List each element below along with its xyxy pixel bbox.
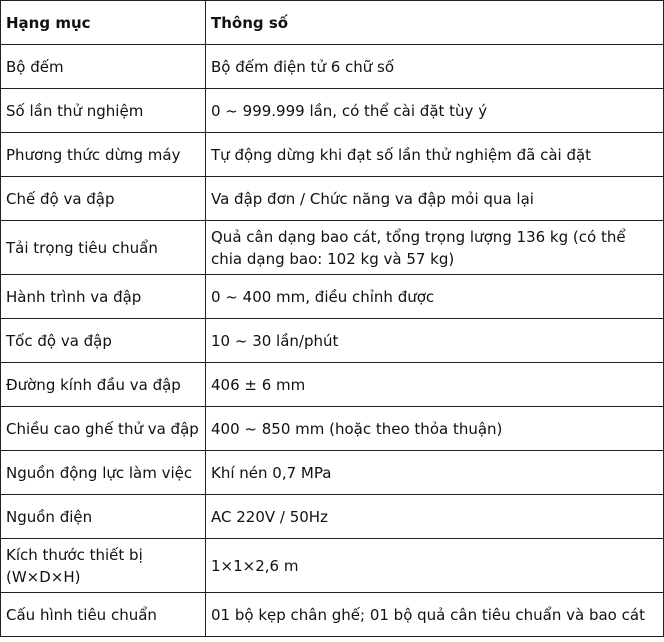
row-spec-value: AC 220V / 50Hz	[206, 495, 664, 539]
row-item-label: Nguồn điện	[1, 495, 206, 539]
row-spec-value: Khí nén 0,7 MPa	[206, 451, 664, 495]
row-item-label: Tải trọng tiêu chuẩn	[1, 221, 206, 275]
row-spec-value: 0 ~ 400 mm, điều chỉnh được	[206, 275, 664, 319]
row-spec-value: Bộ đếm điện tử 6 chữ số	[206, 45, 664, 89]
table-row	[1, 177, 664, 221]
row-item-label: Chế độ va đập	[1, 177, 206, 221]
row-item-label: Phương thức dừng máy	[1, 133, 206, 177]
table-row	[1, 593, 664, 637]
table-row	[1, 89, 664, 133]
row-spec-value: 1×1×2,6 m	[206, 539, 664, 593]
row-item-label: Cấu hình tiêu chuẩn	[1, 593, 206, 637]
column-header-item: Hạng mục	[1, 1, 206, 45]
row-spec-value: 400 ~ 850 mm (hoặc theo thỏa thuận)	[206, 407, 664, 451]
table-row	[1, 407, 664, 451]
row-item-label: Hành trình va đập	[1, 275, 206, 319]
row-item-label: Số lần thử nghiệm	[1, 89, 206, 133]
table-row	[1, 45, 664, 89]
table-row	[1, 539, 664, 593]
table-row	[1, 221, 664, 275]
row-spec-value: 10 ~ 30 lần/phút	[206, 319, 664, 363]
table-row	[1, 319, 664, 363]
table-row	[1, 363, 664, 407]
table-row	[1, 275, 664, 319]
row-spec-value: 0 ~ 999.999 lần, có thể cài đặt tùy ý	[206, 89, 664, 133]
table-row	[1, 495, 664, 539]
table-row	[1, 133, 664, 177]
row-spec-value: Va đập đơn / Chức năng va đập mỏi qua lại	[206, 177, 664, 221]
row-item-label: Đường kính đầu va đập	[1, 363, 206, 407]
column-header-spec: Thông số	[206, 1, 664, 45]
row-item-label: Nguồn động lực làm việc	[1, 451, 206, 495]
row-item-label: Bộ đếm	[1, 45, 206, 89]
table-row	[1, 451, 664, 495]
row-spec-value: 01 bộ kẹp chân ghế; 01 bộ quả cân tiêu chuẩn và bao cát	[206, 593, 664, 637]
row-item-label: Tốc độ va đập	[1, 319, 206, 363]
table-header-row	[1, 1, 664, 45]
row-spec-value: Quả cân dạng bao cát, tổng trọng lượng 136 kg (có thể chia dạng bao: 102 kg và 57 kg)	[206, 221, 664, 275]
row-spec-value: 406 ± 6 mm	[206, 363, 664, 407]
row-spec-value: Tự động dừng khi đạt số lần thử nghiệm đã cài đặt	[206, 133, 664, 177]
row-item-label: Kích thước thiết bị (W×D×H)	[1, 539, 206, 593]
row-item-label: Chiều cao ghế thử va đập	[1, 407, 206, 451]
